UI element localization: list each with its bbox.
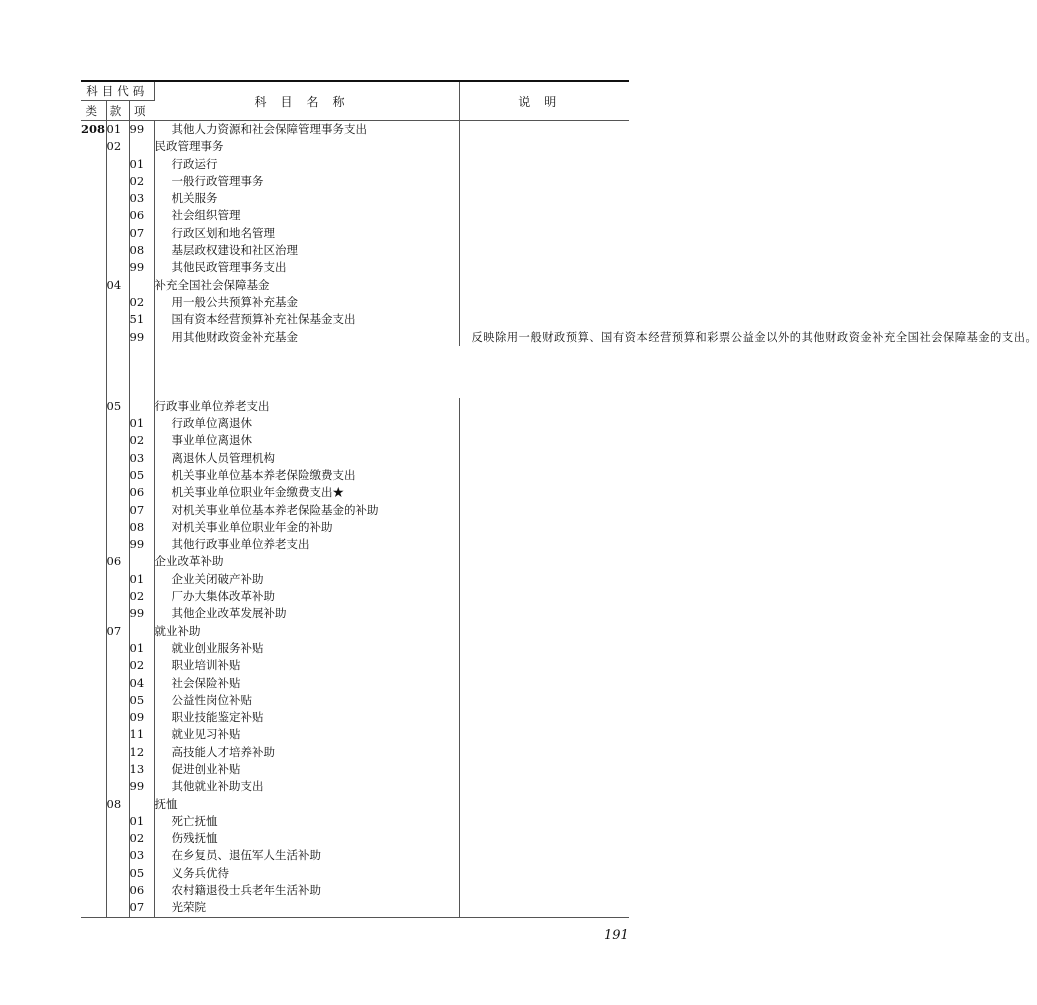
description-cell <box>459 519 629 536</box>
kuan-code-cell: 05 <box>106 398 129 415</box>
kuan-code-cell <box>106 242 129 259</box>
description-cell <box>459 484 629 501</box>
kuan-code-cell <box>106 761 129 778</box>
subject-name-cell: 其他就业补助支出 <box>154 778 459 795</box>
table-row <box>81 899 629 917</box>
table-row <box>81 277 629 294</box>
lei-code-cell <box>81 138 106 155</box>
subject-name-cell: 社会组织管理 <box>154 207 459 224</box>
lei-code-cell <box>81 536 106 553</box>
xiang-code-cell: 01 <box>129 571 154 588</box>
xiang-code-cell: 01 <box>129 415 154 432</box>
subject-name-cell: 补充全国社会保障基金 <box>154 277 459 294</box>
xiang-code-cell: 07 <box>129 502 154 519</box>
kuan-code-cell <box>106 259 129 276</box>
kuan-code-cell <box>106 415 129 432</box>
lei-code-cell <box>81 623 106 640</box>
description-cell <box>459 657 629 674</box>
description-cell <box>459 744 629 761</box>
xiang-code-cell: 03 <box>129 450 154 467</box>
description-cell <box>459 207 629 224</box>
xiang-code-cell: 99 <box>129 536 154 553</box>
xiang-code-cell: 99 <box>129 329 154 346</box>
lei-code-cell <box>81 207 106 224</box>
kuan-code-cell: 04 <box>106 277 129 294</box>
xiang-code-cell: 08 <box>129 519 154 536</box>
kuan-code-cell <box>106 726 129 743</box>
description-cell <box>459 882 629 899</box>
table-row <box>81 121 629 139</box>
lei-code-cell <box>81 173 106 190</box>
lei-code-cell <box>81 467 106 484</box>
table-row <box>81 571 629 588</box>
kuan-code-cell: 06 <box>106 553 129 570</box>
lei-code-cell <box>81 398 106 415</box>
xiang-code-cell: 99 <box>129 605 154 622</box>
description-cell <box>459 796 629 813</box>
description-cell <box>459 502 629 519</box>
table-row <box>81 588 629 605</box>
table-row <box>81 847 629 864</box>
xiang-code-cell: 05 <box>129 467 154 484</box>
description-cell <box>459 553 629 570</box>
subject-name-cell: 在乡复员、退伍军人生活补助 <box>154 847 459 864</box>
description-cell <box>459 605 629 622</box>
table-row <box>81 484 629 501</box>
lei-code-cell <box>81 311 106 328</box>
kuan-code-cell <box>106 882 129 899</box>
subject-name-cell: 其他企业改革发展补助 <box>154 605 459 622</box>
subject-name-header: 科目名称 <box>154 81 459 121</box>
table-row <box>81 796 629 813</box>
subject-name-cell: 农村籍退役士兵老年生活补助 <box>154 882 459 899</box>
description-cell <box>459 865 629 882</box>
table-row <box>81 536 629 553</box>
subject-name-cell: 行政运行 <box>154 156 459 173</box>
kuan-code-cell <box>106 813 129 830</box>
subject-name-cell: 事业单位离退休 <box>154 432 459 449</box>
xiang-code-cell: 11 <box>129 726 154 743</box>
table-row <box>81 744 629 761</box>
table-row <box>81 640 629 657</box>
xiang-code-cell: 03 <box>129 847 154 864</box>
table-row <box>81 173 629 190</box>
lei-header: 类 <box>81 101 106 121</box>
table-row <box>81 502 629 519</box>
page-number: 191 <box>604 928 629 943</box>
xiang-code-cell <box>129 796 154 813</box>
kuan-code-cell <box>106 225 129 242</box>
subject-name-cell <box>154 346 459 363</box>
lei-code-cell <box>81 675 106 692</box>
xiang-code-cell: 02 <box>129 588 154 605</box>
lei-code-cell <box>81 277 106 294</box>
kuan-code-cell <box>106 346 129 363</box>
description-cell <box>459 398 629 415</box>
subject-name-cell: 伤残抚恤 <box>154 830 459 847</box>
kuan-code-cell <box>106 657 129 674</box>
kuan-code-cell <box>106 502 129 519</box>
table-row <box>81 830 629 847</box>
subject-name-cell: 对机关事业单位基本养老保险基金的补助 <box>154 502 459 519</box>
table-row <box>81 709 629 726</box>
description-cell <box>459 225 629 242</box>
lei-code-cell <box>81 726 106 743</box>
xiang-code-cell: 99 <box>129 778 154 795</box>
xiang-code-cell <box>129 623 154 640</box>
description-cell <box>459 709 629 726</box>
lei-code-cell: 208 <box>81 121 106 139</box>
lei-code-cell <box>81 605 106 622</box>
subject-name-cell: 职业技能鉴定补贴 <box>154 709 459 726</box>
description-cell: 反映除用一般财政预算、国有资本经营预算和彩票公益金以外的其他财政资金补充全国社会保障基金的支出。 <box>471 330 1037 344</box>
subject-name-cell: 抚恤 <box>154 796 459 813</box>
subject-name-cell: 机关事业单位基本养老保险缴费支出 <box>154 467 459 484</box>
table-row <box>81 294 629 311</box>
description-cell <box>459 311 629 328</box>
subject-name-cell: 其他行政事业单位养老支出 <box>154 536 459 553</box>
subject-name-cell: 公益性岗位补贴 <box>154 692 459 709</box>
xiang-code-cell: 07 <box>129 899 154 917</box>
table-row <box>81 519 629 536</box>
xiang-code-cell: 02 <box>129 432 154 449</box>
description-cell <box>459 173 629 190</box>
table-row <box>81 138 629 155</box>
lei-code-cell <box>81 259 106 276</box>
lei-code-cell <box>81 190 106 207</box>
lei-code-cell <box>81 380 106 397</box>
lei-code-cell <box>81 899 106 917</box>
xiang-code-cell <box>129 346 154 363</box>
subject-name-cell: 社会保险补贴 <box>154 675 459 692</box>
xiang-code-cell: 06 <box>129 484 154 501</box>
table-row <box>81 726 629 743</box>
description-cell <box>459 242 629 259</box>
subject-name-cell: 国有资本经营预算补充社保基金支出 <box>154 311 459 328</box>
table-row <box>81 813 629 830</box>
lei-code-cell <box>81 225 106 242</box>
subject-name-cell: 死亡抚恤 <box>154 813 459 830</box>
xiang-header: 项 <box>129 101 154 121</box>
kuan-code-cell <box>106 640 129 657</box>
subject-name-cell: 就业见习补贴 <box>154 726 459 743</box>
lei-code-cell <box>81 432 106 449</box>
description-cell <box>459 813 629 830</box>
kuan-code-cell: 07 <box>106 623 129 640</box>
table-row <box>81 242 629 259</box>
table-row <box>81 207 629 224</box>
xiang-code-cell: 05 <box>129 692 154 709</box>
kuan-header: 款 <box>106 101 129 121</box>
xiang-code-cell: 06 <box>129 882 154 899</box>
kuan-code-cell <box>106 329 129 346</box>
xiang-code-cell: 06 <box>129 207 154 224</box>
kuan-code-cell <box>106 432 129 449</box>
description-cell <box>459 847 629 864</box>
subject-name-cell: 机关服务 <box>154 190 459 207</box>
kuan-code-cell <box>106 709 129 726</box>
lei-code-cell <box>81 363 106 380</box>
kuan-code-cell <box>106 588 129 605</box>
lei-code-cell <box>81 744 106 761</box>
lei-code-cell <box>81 450 106 467</box>
xiang-code-cell: 12 <box>129 744 154 761</box>
kuan-code-cell <box>106 830 129 847</box>
xiang-code-cell: 02 <box>129 830 154 847</box>
description-cell <box>459 259 629 276</box>
description-cell <box>459 415 629 432</box>
subject-name-cell: 促进创业补贴 <box>154 761 459 778</box>
description-cell <box>459 294 629 311</box>
subject-name-cell: 行政事业单位养老支出 <box>154 398 459 415</box>
kuan-code-cell <box>106 536 129 553</box>
kuan-code-cell: 01 <box>106 121 129 139</box>
description-cell <box>459 138 629 155</box>
description-cell <box>459 588 629 605</box>
kuan-code-cell: 08 <box>106 796 129 813</box>
xiang-code-cell <box>129 398 154 415</box>
xiang-code-cell: 05 <box>129 865 154 882</box>
xiang-code-cell: 04 <box>129 675 154 692</box>
xiang-code-cell <box>129 553 154 570</box>
kuan-code-cell <box>106 605 129 622</box>
table-row <box>81 259 629 276</box>
subject-name-cell: 其他人力资源和社会保障管理事务支出 <box>154 121 459 139</box>
subject-name-cell: 企业改革补助 <box>154 553 459 570</box>
lei-code-cell <box>81 830 106 847</box>
kuan-code-cell <box>106 484 129 501</box>
kuan-code-cell <box>106 467 129 484</box>
kuan-code-cell <box>106 156 129 173</box>
kuan-code-cell <box>106 571 129 588</box>
subject-name-cell <box>154 380 459 397</box>
subject-name-cell: 厂办大集体改革补助 <box>154 588 459 605</box>
lei-code-cell <box>81 761 106 778</box>
table-row <box>81 450 629 467</box>
subject-name-cell: 其他民政管理事务支出 <box>154 259 459 276</box>
xiang-code-cell <box>129 363 154 380</box>
lei-code-cell <box>81 640 106 657</box>
description-cell <box>459 830 629 847</box>
subject-name-cell: 职业培训补贴 <box>154 657 459 674</box>
kuan-code-cell <box>106 311 129 328</box>
lei-code-cell <box>81 657 106 674</box>
code-group-header: 科目代码 <box>81 81 154 101</box>
table-row <box>81 432 629 449</box>
description-cell <box>459 536 629 553</box>
table-row <box>81 778 629 795</box>
xiang-code-cell: 03 <box>129 190 154 207</box>
table-row <box>81 225 629 242</box>
xiang-code-cell: 09 <box>129 709 154 726</box>
lei-code-cell <box>81 847 106 864</box>
budget-subject-table <box>81 80 1037 918</box>
subject-name-cell: 义务兵优待 <box>154 865 459 882</box>
lei-code-cell <box>81 484 106 501</box>
subject-name-cell: 用一般公共预算补充基金 <box>154 294 459 311</box>
kuan-code-cell <box>106 450 129 467</box>
table-row <box>81 865 629 882</box>
table-row <box>81 311 629 328</box>
kuan-code-cell <box>106 363 129 380</box>
lei-code-cell <box>81 329 106 346</box>
subject-name-cell: 用其他财政资金补充基金 <box>154 329 459 346</box>
kuan-code-cell <box>106 675 129 692</box>
xiang-code-cell: 01 <box>129 813 154 830</box>
xiang-code-cell: 02 <box>129 657 154 674</box>
table-row <box>81 882 629 899</box>
table-row <box>81 553 629 570</box>
lei-code-cell <box>81 813 106 830</box>
lei-code-cell <box>81 519 106 536</box>
description-cell <box>459 121 629 139</box>
lei-code-cell <box>81 415 106 432</box>
kuan-code-cell <box>106 173 129 190</box>
description-cell <box>459 726 629 743</box>
lei-code-cell <box>81 346 106 363</box>
table-row <box>81 675 629 692</box>
subject-name-cell: 就业补助 <box>154 623 459 640</box>
subject-name-cell: 行政单位离退休 <box>154 415 459 432</box>
kuan-code-cell <box>106 190 129 207</box>
lei-code-cell <box>81 709 106 726</box>
lei-code-cell <box>81 294 106 311</box>
xiang-code-cell: 13 <box>129 761 154 778</box>
table-row <box>81 467 629 484</box>
description-cell <box>459 623 629 640</box>
description-cell <box>459 450 629 467</box>
description-cell <box>459 432 629 449</box>
xiang-code-cell: 51 <box>129 311 154 328</box>
xiang-code-cell: 01 <box>129 156 154 173</box>
description-cell <box>459 778 629 795</box>
kuan-code-cell <box>106 207 129 224</box>
table-row <box>81 761 629 778</box>
lei-code-cell <box>81 865 106 882</box>
table-row <box>81 156 629 173</box>
xiang-code-cell: 02 <box>129 294 154 311</box>
lei-code-cell <box>81 778 106 795</box>
lei-code-cell <box>81 692 106 709</box>
table-row <box>81 692 629 709</box>
lei-code-cell <box>81 571 106 588</box>
kuan-code-cell <box>106 778 129 795</box>
table-row <box>81 415 629 432</box>
description-cell <box>459 277 629 294</box>
kuan-code-cell <box>106 744 129 761</box>
subject-name-cell: 机关事业单位职业年金缴费支出★ <box>154 484 459 501</box>
description-cell <box>459 675 629 692</box>
table-body <box>81 121 1037 918</box>
lei-code-cell <box>81 156 106 173</box>
subject-name-cell: 基层政权建设和社区治理 <box>154 242 459 259</box>
description-cell <box>459 156 629 173</box>
kuan-code-cell <box>106 692 129 709</box>
description-cell <box>459 571 629 588</box>
lei-code-cell <box>81 796 106 813</box>
subject-name-cell: 高技能人才培养补助 <box>154 744 459 761</box>
subject-name-cell: 一般行政管理事务 <box>154 173 459 190</box>
lei-code-cell <box>81 588 106 605</box>
subject-name-cell: 光荣院 <box>154 899 459 917</box>
lei-code-cell <box>81 882 106 899</box>
kuan-code-cell <box>106 899 129 917</box>
xiang-code-cell: 01 <box>129 640 154 657</box>
table-row <box>81 605 629 622</box>
subject-name-cell: 民政管理事务 <box>154 138 459 155</box>
description-cell <box>459 190 629 207</box>
xiang-code-cell: 07 <box>129 225 154 242</box>
table-row <box>81 398 629 415</box>
xiang-code-cell <box>129 380 154 397</box>
description-cell <box>459 761 629 778</box>
xiang-code-cell <box>129 277 154 294</box>
subject-name-cell: 行政区划和地名管理 <box>154 225 459 242</box>
kuan-code-cell <box>106 519 129 536</box>
subject-name-cell: 就业创业服务补贴 <box>154 640 459 657</box>
description-header: 说明 <box>459 81 629 121</box>
table-row <box>81 190 629 207</box>
kuan-code-cell: 02 <box>106 138 129 155</box>
xiang-code-cell: 08 <box>129 242 154 259</box>
subject-name-cell: 企业关闭破产补助 <box>154 571 459 588</box>
description-cell <box>459 640 629 657</box>
lei-code-cell <box>81 242 106 259</box>
xiang-code-cell: 99 <box>129 259 154 276</box>
description-cell <box>459 467 629 484</box>
subject-name-cell: 离退休人员管理机构 <box>154 450 459 467</box>
description-cell <box>459 692 629 709</box>
lei-code-cell <box>81 502 106 519</box>
table-row <box>81 623 629 640</box>
table-row <box>81 657 629 674</box>
table-header <box>81 81 629 121</box>
kuan-code-cell <box>106 847 129 864</box>
kuan-code-cell <box>106 294 129 311</box>
description-cell <box>459 899 629 917</box>
kuan-code-cell <box>106 380 129 397</box>
subject-name-cell <box>154 363 459 380</box>
subject-name-cell: 对机关事业单位职业年金的补助 <box>154 519 459 536</box>
table-row <box>81 329 629 346</box>
lei-code-cell <box>81 553 106 570</box>
kuan-code-cell <box>106 865 129 882</box>
xiang-code-cell: 02 <box>129 173 154 190</box>
xiang-code-cell <box>129 138 154 155</box>
xiang-code-cell: 99 <box>129 121 154 139</box>
